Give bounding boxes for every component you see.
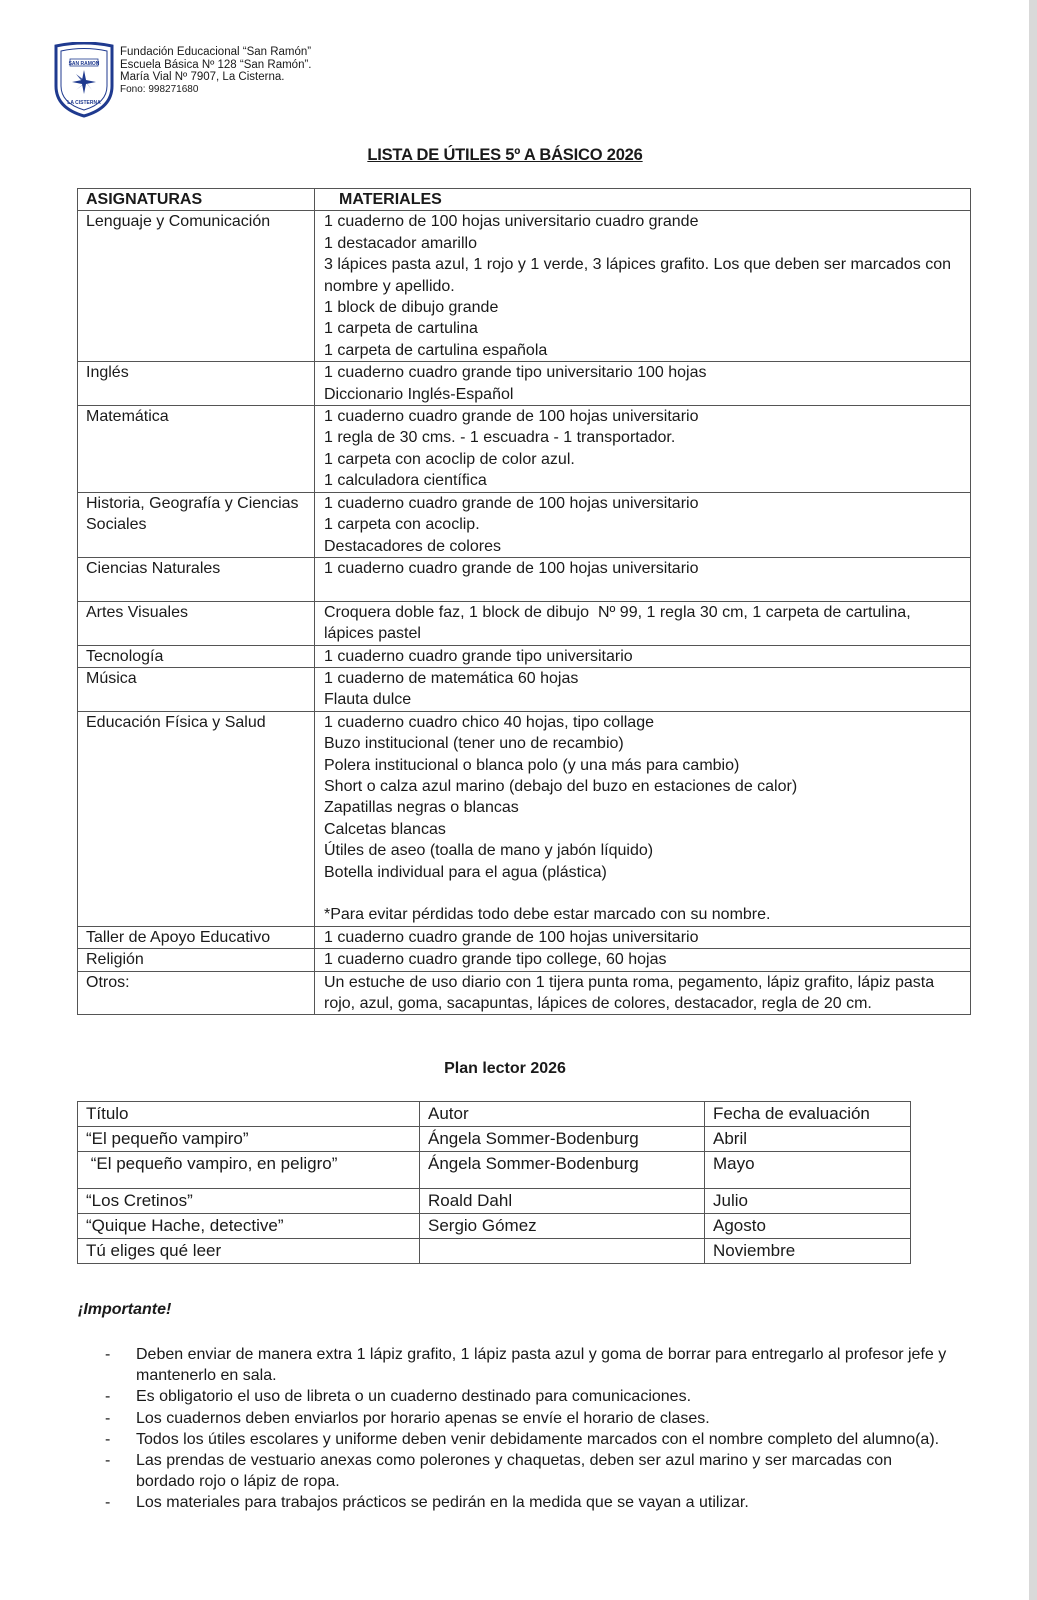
table-row — [78, 601, 971, 645]
school-name: Escuela Básica Nº 128 “San Ramón”. — [120, 58, 312, 71]
material-item: 1 cuaderno cuadro grande tipo college, 60 hojas — [324, 951, 667, 969]
subject-cell: Religión — [78, 949, 315, 971]
material-item — [324, 883, 964, 904]
material-item: 1 cuaderno de 100 hojas universitario cuadro grande — [324, 213, 699, 231]
note-item — [100, 1492, 950, 1513]
page-edge — [1029, 0, 1037, 1600]
material-item: 1 carpeta con acoclip. — [324, 516, 480, 534]
reading-plan-title: Plan lector 2026 — [444, 1060, 566, 1077]
note-text: Los materiales para trabajos prácticos se pedirán en la medida que se vayan a utilizar. — [136, 1494, 749, 1512]
bullet-dash: - — [105, 1388, 111, 1406]
subject-cell: Historia, Geografía y Ciencias Sociales — [78, 492, 315, 557]
materials-cell — [315, 949, 971, 971]
note-text: Los cuadernos deben enviarlos por horario apenas se envíe el horario de clases. — [136, 1409, 710, 1427]
bullet-dash: - — [105, 1494, 111, 1512]
important-notes-list — [100, 1344, 950, 1514]
note-item — [100, 1408, 950, 1429]
bullet-dash: - — [105, 1409, 111, 1427]
subject-cell: Artes Visuales — [78, 601, 315, 645]
column-header-title: Título — [78, 1102, 420, 1127]
material-item — [324, 579, 964, 600]
table-row — [78, 1239, 911, 1264]
materials-cell — [315, 645, 971, 667]
book-author-cell: Roald Dahl — [420, 1189, 705, 1214]
material-item: 1 cuaderno cuadro grande de 100 hojas universitario — [324, 494, 699, 512]
book-title-cell: “El pequeño vampiro” — [78, 1127, 420, 1152]
supplies-table — [77, 188, 971, 1015]
table-row — [78, 667, 971, 711]
table-row — [78, 406, 971, 493]
bullet-dash: - — [105, 1430, 111, 1448]
evaluation-date-cell: Julio — [705, 1189, 911, 1214]
note-item — [100, 1429, 950, 1450]
document-title: LISTA DE ÚTILES 5º A BÁSICO 2026 — [367, 146, 643, 164]
table-row — [78, 1127, 911, 1152]
material-item: Buzo institucional (tener uno de recambio) — [324, 735, 624, 753]
materials-cell — [315, 406, 971, 493]
material-item: 1 cuaderno cuadro grande de 100 hojas universitario — [324, 408, 699, 426]
materials-cell — [315, 362, 971, 406]
material-item: *Para evitar pérdidas todo debe estar marcado con su nombre. — [324, 906, 771, 924]
table-row — [78, 211, 971, 362]
table-row — [78, 492, 971, 557]
material-item: Destacadores de colores — [324, 537, 501, 555]
table-header-row — [78, 1102, 911, 1127]
evaluation-date-cell: Noviembre — [705, 1239, 911, 1264]
material-item: 1 regla de 30 cms. - 1 escuadra - 1 transportador. — [324, 429, 676, 447]
school-address: María Vial Nº 7907, La Cisterna. — [120, 71, 285, 83]
table-row — [78, 362, 971, 406]
bullet-dash: - — [105, 1452, 111, 1470]
material-item: 1 carpeta de cartulina — [324, 320, 478, 338]
materials-cell — [315, 492, 971, 557]
table-row — [78, 971, 971, 1015]
table-row — [78, 949, 971, 971]
note-text: Deben enviar de manera extra 1 lápiz grafito, 1 lápiz pasta azul y goma de borrar para entregarlo al profesor jefe y mantenerlo en sala. — [136, 1346, 947, 1385]
book-title-cell: “Quique Hache, detective” — [78, 1214, 420, 1239]
subject-cell: Educación Física y Salud — [78, 711, 315, 926]
table-row — [78, 557, 971, 601]
material-item: Un estuche de uso diario con 1 tijera punta roma, pegamento, lápiz grafito, lápiz pasta rojo, azul, goma, sacapuntas, lápices de colores, destacador, regla de 20 cm. — [324, 973, 939, 1013]
table-row — [78, 711, 971, 926]
column-header-author: Autor — [420, 1102, 705, 1127]
materials-cell — [315, 601, 971, 645]
svg-text:LA CISTERNA: LA CISTERNA — [67, 100, 101, 106]
materials-cell — [315, 667, 971, 711]
table-row — [78, 1214, 911, 1239]
table-row — [78, 1152, 911, 1189]
material-item: Botella individual para el agua (plástica) — [324, 863, 607, 881]
evaluation-date-cell: Abril — [705, 1127, 911, 1152]
book-author-cell: Ángela Sommer-Bodenburg — [420, 1152, 705, 1189]
school-crest-icon — [52, 42, 116, 118]
school-info — [120, 42, 312, 96]
book-title-cell: “El pequeño vampiro, en peligro” — [78, 1152, 420, 1189]
material-item: Polera institucional o blanca polo (y una más para cambio) — [324, 756, 740, 774]
note-text: Es obligatorio el uso de libreta o un cuaderno destinado para comunicaciones. — [136, 1388, 692, 1406]
material-item: 1 cuaderno cuadro grande de 100 hojas universitario — [324, 928, 699, 946]
school-header — [52, 42, 312, 118]
book-author-cell: Ángela Sommer-Bodenburg — [420, 1127, 705, 1152]
material-item: 1 cuaderno cuadro grande tipo universitario — [324, 647, 633, 665]
material-item: 1 carpeta de cartulina española — [324, 341, 548, 359]
materials-cell — [315, 926, 971, 948]
table-row — [78, 1189, 911, 1214]
book-title-cell: Tú eliges qué leer — [78, 1239, 420, 1264]
table-header-row — [78, 189, 971, 211]
book-author-cell — [420, 1239, 705, 1264]
material-item: 3 lápices pasta azul, 1 rojo y 1 verde, 3 lápices grafito. Los que deben ser marcados con nombre y apellido. — [324, 256, 956, 295]
book-author-cell: Sergio Gómez — [420, 1214, 705, 1239]
material-item: 1 cuaderno cuadro chico 40 hojas, tipo collage — [324, 713, 654, 731]
material-item: 1 block de dibujo grande — [324, 299, 499, 317]
subject-cell: Matemática — [78, 406, 315, 493]
table-row — [78, 645, 971, 667]
subject-cell: Otros: — [78, 971, 315, 1015]
note-item — [100, 1386, 950, 1407]
note-item — [100, 1344, 950, 1386]
material-item: Diccionario Inglés-Español — [324, 385, 514, 403]
material-item: 1 cuaderno cuadro grande tipo universitario 100 hojas — [324, 364, 707, 382]
material-item: Zapatillas negras o blancas — [324, 799, 519, 817]
column-header-materials: MATERIALES — [315, 189, 971, 211]
materials-cell — [315, 211, 971, 362]
column-header-subjects: ASIGNATURAS — [78, 189, 315, 211]
material-item: Útiles de aseo (toalla de mano y jabón líquido) — [324, 842, 654, 860]
foundation-name: Fundación Educacional “San Ramón” — [120, 46, 312, 58]
school-phone: Fono: 998271680 — [120, 83, 199, 95]
materials-cell — [315, 557, 971, 601]
material-item: 1 cuaderno de matemática 60 hojas — [324, 669, 579, 687]
subject-cell: Tecnología — [78, 645, 315, 667]
materials-cell — [315, 971, 971, 1015]
reading-plan-table — [77, 1101, 911, 1264]
materials-cell — [315, 711, 971, 926]
material-item: Croquera doble faz, 1 block de dibujo Nº 99, 1 regla 30 cm, 1 carpeta de cartulina, lápices pastel — [324, 603, 916, 643]
subject-cell: Inglés — [78, 362, 315, 406]
subject-cell: Música — [78, 667, 315, 711]
material-item: 1 carpeta con acoclip de color azul. — [324, 450, 575, 468]
material-item: Calcetas blancas — [324, 820, 446, 838]
svg-text:SAN RAMON: SAN RAMON — [68, 61, 100, 67]
material-item: 1 calculadora científica — [324, 472, 487, 490]
book-title-cell: “Los Cretinos” — [78, 1189, 420, 1214]
evaluation-date-cell: Mayo — [705, 1152, 911, 1189]
material-item: 1 destacador amarillo — [324, 234, 477, 252]
table-row — [78, 926, 971, 948]
important-heading: ¡Importante! — [78, 1301, 172, 1318]
column-header-evaluation-date: Fecha de evaluación — [705, 1102, 911, 1127]
material-item: Short o calza azul marino (debajo del buzo en estaciones de calor) — [324, 777, 798, 795]
material-item: 1 cuaderno cuadro grande de 100 hojas universitario — [324, 559, 699, 577]
note-item — [100, 1450, 950, 1492]
material-item: Flauta dulce — [324, 691, 412, 709]
bullet-dash: - — [105, 1346, 111, 1363]
subject-cell: Lenguaje y Comunicación — [78, 211, 315, 362]
subject-cell: Taller de Apoyo Educativo — [78, 926, 315, 948]
note-text: Las prendas de vestuario anexas como polerones y chaquetas, deben ser azul marino y ser marcadas con bordado rojo o lápiz de ropa. — [136, 1452, 892, 1491]
evaluation-date-cell: Agosto — [705, 1214, 911, 1239]
subject-cell: Ciencias Naturales — [78, 557, 315, 601]
note-text: Todos los útiles escolares y uniforme deben venir debidamente marcados con el nombre completo del alumno(a). — [136, 1430, 940, 1448]
